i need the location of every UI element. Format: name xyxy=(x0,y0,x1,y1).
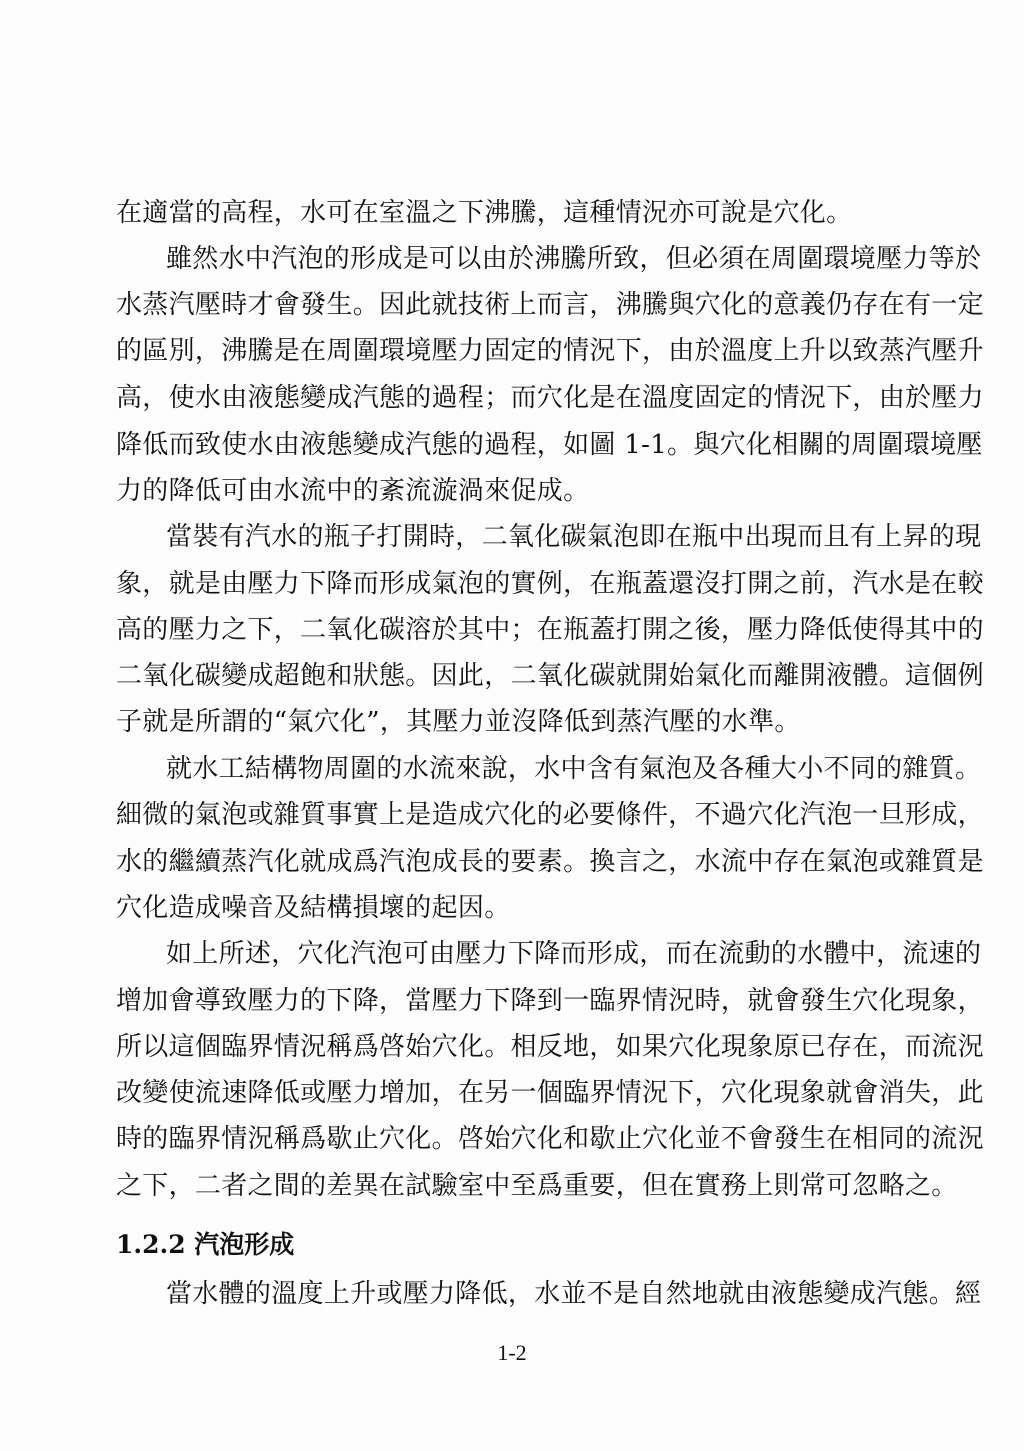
paragraph-start-line: 雖然水中汽泡的形成是可以由於沸騰所致，但必須在周圍環境壓力等於 xyxy=(166,244,982,274)
text-line: 水的繼續蒸汽化就成爲汽泡成長的要素。換言之，水流中存在氣泡或雜質是 xyxy=(116,847,984,877)
text-line: 二氧化碳變成超飽和狀態。因此，二氧化碳就開始氣化而離開液體。這個例 xyxy=(116,661,984,691)
text-line: 細微的氣泡或雜質事實上是造成穴化的必要條件，不過穴化汽泡一旦形成， xyxy=(116,800,984,830)
text-line: 改變使流速降低或壓力增加，在另一個臨界情況下，穴化現象就會消失，此 xyxy=(116,1078,984,1108)
text-line: 的區別，沸騰是在周圍環境壓力固定的情況下，由於溫度上升以致蒸汽壓升 xyxy=(116,336,984,366)
text-line: 高的壓力之下，二氧化碳溶於其中；在瓶蓋打開之後，壓力降低使得其中的 xyxy=(116,615,984,645)
paragraph-start-line: 如上所述，穴化汽泡可由壓力下降而形成，而在流動的水體中，流速的 xyxy=(166,939,982,969)
page-number: 1-2 xyxy=(497,1340,527,1365)
text-line: 力的降低可由水流中的紊流漩渦來促成。 xyxy=(116,476,590,506)
text-line: 穴化造成噪音及結構損壞的起因。 xyxy=(116,893,511,923)
text-line: 所以這個臨界情況稱爲啓始穴化。相反地，如果穴化現象原已存在，而流況 xyxy=(116,1032,984,1062)
text-line: 象，就是由壓力下降而形成氣泡的實例，在瓶蓋還沒打開之前，汽水是在較 xyxy=(116,569,984,599)
paragraph-start-line: 當水體的溫度上升或壓力降低，水並不是自然地就由液態變成汽態。經 xyxy=(166,1279,982,1309)
text-line: 之下，二者之間的差異在試驗室中至爲重要，但在實務上則常可忽略之。 xyxy=(116,1171,958,1201)
text-line: 子就是所謂的“氣穴化”，其壓力並沒降低到蒸汽壓的水準。 xyxy=(116,707,801,737)
paragraph-start-line: 就水工結構物周圍的水流來說，水中含有氣泡及各種大小不同的雜質。 xyxy=(166,754,982,784)
text-line: 在適當的高程，水可在室溫之下沸騰，這種情況亦可說是穴化。 xyxy=(116,198,853,228)
text-line: 水蒸汽壓時才會發生。因此就技術上而言，沸騰與穴化的意義仍存在有一定 xyxy=(116,290,984,320)
text-line: 高，使水由液態變成汽態的過程；而穴化是在溫度固定的情況下，由於壓力 xyxy=(116,383,984,413)
section-heading: 1.2.2 汽泡形成 xyxy=(116,1230,295,1259)
text-line: 增加會導致壓力的下降，當壓力下降到一臨界情況時，就會發生穴化現象， xyxy=(116,986,984,1016)
text-line: 降低而致使水由液態變成汽態的過程，如圖 1-1。與穴化相關的周圍環境壓 xyxy=(116,430,983,460)
text-line: 時的臨界情況稱爲歇止穴化。啓始穴化和歇止穴化並不會發生在相同的流況 xyxy=(116,1124,984,1154)
paragraph-start-line: 當裝有汽水的瓶子打開時，二氧化碳氣泡即在瓶中出現而且有上昇的現 xyxy=(166,522,982,552)
